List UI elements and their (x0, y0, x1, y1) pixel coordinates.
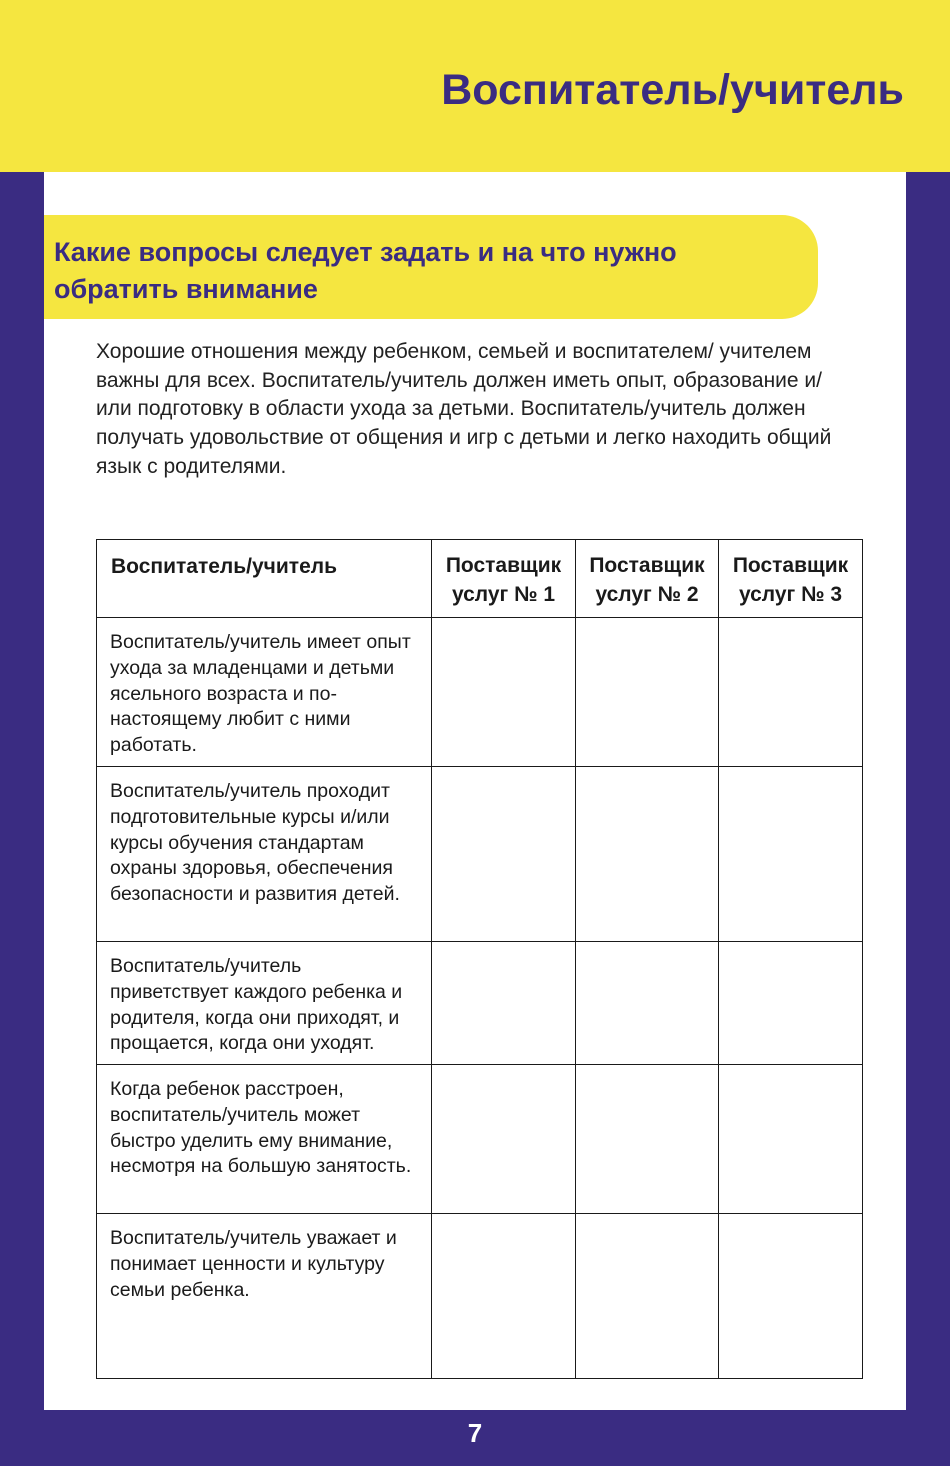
provider-3-cell[interactable] (719, 767, 863, 942)
provider-2-cell[interactable] (576, 618, 719, 767)
section-heading: Какие вопросы следует задать и на что нужно обратить внимание (54, 237, 677, 304)
column-header-provider-2: Поставщик услуг № 2 (576, 540, 719, 618)
table-row (97, 942, 863, 1065)
criterion-cell: Воспитатель/учитель приветствует каждого ребенка и родителя, когда они приходят, и прощается, когда они уходят. (97, 942, 432, 1065)
criterion-cell: Воспитатель/учитель проходит подготовительные курсы и/или курсы обучения стандартам охраны здоровья, обеспечения безопасности и развития детей. (97, 767, 432, 942)
provider-1-cell[interactable] (432, 1065, 576, 1214)
table-row (97, 767, 863, 942)
table-header-row (97, 540, 863, 618)
provider-3-cell[interactable] (719, 942, 863, 1065)
table-row (97, 618, 863, 767)
column-header-criterion: Воспитатель/учитель (97, 540, 432, 618)
provider-1-cell[interactable] (432, 767, 576, 942)
provider-2-cell[interactable] (576, 1065, 719, 1214)
criterion-cell: Воспитатель/учитель уважает и понимает ценности и культуру семьи ребенка. (97, 1214, 432, 1379)
provider-2-cell[interactable] (576, 1214, 719, 1379)
checklist-table (96, 539, 863, 1379)
provider-3-cell[interactable] (719, 1214, 863, 1379)
provider-2-cell[interactable] (576, 767, 719, 942)
provider-2-cell[interactable] (576, 942, 719, 1065)
table-row (97, 1065, 863, 1214)
provider-1-cell[interactable] (432, 618, 576, 767)
page-title: Воспитатель/учитель (441, 66, 904, 114)
table-row (97, 1214, 863, 1379)
column-header-provider-3: Поставщик услуг № 3 (719, 540, 863, 618)
provider-1-cell[interactable] (432, 1214, 576, 1379)
column-header-provider-1: Поставщик услуг № 1 (432, 540, 576, 618)
provider-1-cell[interactable] (432, 942, 576, 1065)
provider-3-cell[interactable] (719, 618, 863, 767)
provider-3-cell[interactable] (719, 1065, 863, 1214)
page-number: 7 (467, 1418, 483, 1448)
intro-paragraph: Хорошие отношения между ребенком, семьей и воспитателем/ учителем важны для всех. Воспитатель/учитель должен иметь опыт, образование и/или подготовку в области ухода за детьми. Воспитатель/учитель должен получать удовольствие от общения и игр с детьми и легко находить общий язык с родителями. (96, 340, 832, 478)
criterion-cell: Воспитатель/учитель имеет опыт ухода за младенцами и детьми ясельного возраста и по-настоящему любит с ними работать. (97, 618, 432, 767)
criterion-cell: Когда ребенок расстроен, воспитатель/учитель может быстро уделить ему внимание, несмотря на большую занятость. (97, 1065, 432, 1214)
